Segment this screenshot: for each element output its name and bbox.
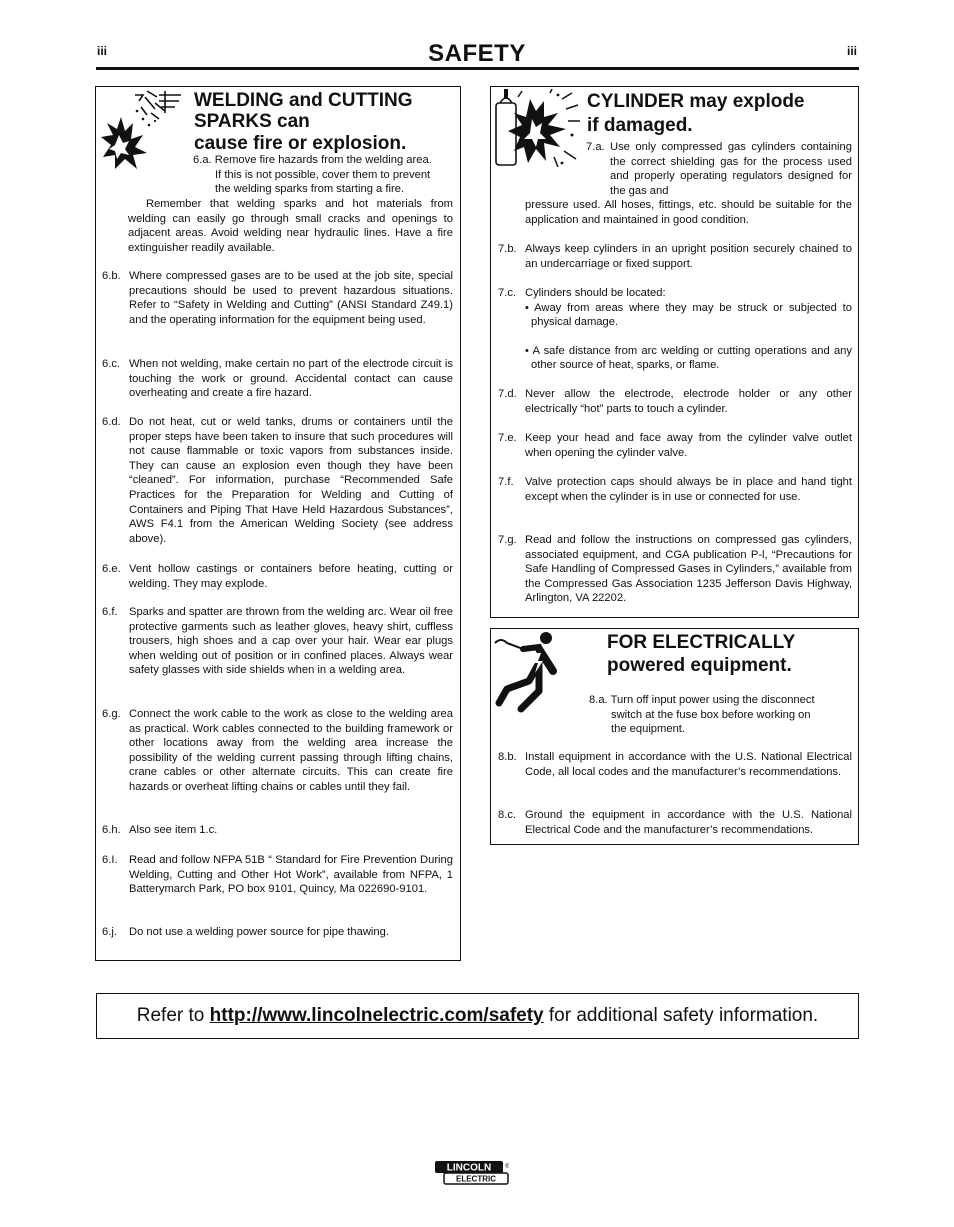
cylinder-heading-line: CYLINDER may explode bbox=[587, 91, 805, 112]
item-label: 7.c. bbox=[498, 287, 517, 299]
item-text: Install equipment in accordance with the U.S. National Electrical Code, all local codes and the manufacturer’s recommendations. bbox=[525, 751, 852, 778]
item-label: 8.c. bbox=[498, 809, 517, 821]
item-text: Ground the equipment in accordance with the U.S. National Electrical Code and the manufacturer’s recommendations. bbox=[525, 809, 852, 836]
list-item bbox=[102, 925, 453, 940]
welding-sparks-section bbox=[95, 86, 461, 961]
item-label: 6.c. bbox=[102, 358, 121, 370]
welding-heading-line: cause fire or explosion. bbox=[194, 132, 407, 154]
list-item bbox=[102, 605, 453, 678]
list-item bbox=[498, 387, 852, 416]
item-label: 7.f. bbox=[498, 476, 514, 488]
list-item bbox=[102, 415, 453, 546]
page-title: SAFETY bbox=[428, 40, 526, 67]
item-text: Read and follow NFPA 51B “ Standard for Fire Prevention During Welding, Cutting and Other Hot Work”, available from NFPA, 1 Batterymarch Park, PO box 9101, Quincy, Ma 022690-9101. bbox=[129, 854, 453, 896]
item-label: 6.b. bbox=[102, 270, 121, 282]
item-text: When not welding, make certain no part of the electrode circuit is touching the work or ground. Accidental contact can cause overheating and create a fire hazard. bbox=[129, 358, 453, 400]
item-text: Do not use a welding power source for pipe thawing. bbox=[129, 926, 389, 938]
electrical-heading bbox=[607, 632, 795, 678]
cylinder-explosion-icon bbox=[492, 89, 580, 167]
list-item bbox=[102, 562, 453, 591]
item-text: Use only compressed gas cylinders containing the correct shielding gas for the process used and properly operating regulators designed for the gas and bbox=[610, 141, 852, 197]
item-label: 8.a. bbox=[589, 694, 608, 706]
list-item bbox=[498, 286, 852, 373]
intro-line: Turn off input power using the disconnect bbox=[610, 694, 815, 706]
welding-heading-line: WELDING and CUTTING bbox=[194, 90, 413, 111]
list-item bbox=[102, 269, 453, 327]
safety-reference-bar bbox=[96, 993, 859, 1039]
cylinder-heading bbox=[587, 90, 805, 138]
item-label: 6.e. bbox=[102, 563, 121, 575]
bullet-item: • A safe distance from arc welding or cutting operations and any other source of heat, sparks, or flame. bbox=[525, 344, 852, 372]
electrical-heading-line: FOR ELECTRICALLY bbox=[607, 632, 796, 653]
intro-line: If this is not possible, cover them to prevent bbox=[215, 168, 431, 181]
title-rule bbox=[96, 67, 859, 70]
item-text: Connect the work cable to the work as close to the welding area as practical. Work cables connected to the building framework or other locations away from the welding area increase the possibility of the welding current passing through lifting chains, crane cables or other alternate circuits. This can create fire hazards or overheat lifting chains or cables until they fail. bbox=[129, 708, 453, 793]
item-label: 6.j. bbox=[102, 926, 117, 938]
item-label: 7.g. bbox=[498, 534, 517, 546]
logo-registered-mark: ® bbox=[505, 1164, 509, 1170]
electric-shock-icon bbox=[493, 631, 563, 715]
item-label: 6.d. bbox=[102, 416, 121, 428]
item-text: Do not heat, cut or weld tanks, drums or containers until the proper steps have been taken to insure that such procedures will not cause flammable or toxic vapors from substances inside. They can cause an explosion even though they have been “cleaned”. For information, purchase “Recommended Safe Practices for the Preparation for Welding and Cutting of Containers and Piping That Have Held Hazardous Substances”, AWS F4.1 from the American Welding Society (see address above). bbox=[129, 416, 453, 545]
cylinder-intro-rest: pressure used. All hoses, fittings, etc. should be suitable for the application and maintained in good condition. bbox=[525, 199, 852, 226]
cylinder-heading-line: if damaged. bbox=[587, 114, 693, 136]
electrical-section bbox=[490, 628, 859, 845]
logo-line1: LINCOLN bbox=[446, 1162, 492, 1174]
item-text: Never allow the electrode, electrode holder or any other electrically “hot” parts to touch a cylinder. bbox=[525, 388, 852, 415]
item-text: Also see item 1.c. bbox=[129, 824, 218, 836]
list-item bbox=[498, 533, 852, 606]
list-item bbox=[102, 823, 453, 838]
item-label: 8.b. bbox=[498, 751, 517, 763]
item-text: Valve protection caps should always be in place and hand tight except when the cylinder is in use or connected for use. bbox=[525, 476, 852, 503]
list-item bbox=[102, 707, 453, 795]
page-number-left: iii bbox=[97, 44, 108, 58]
list-item bbox=[498, 475, 852, 504]
item-text: Read and follow the instructions on compressed gas cylinders, associated equipment, and CGA publication P-l, “Precautions for Safe Handling of Compressed Gases in Cylinders,” available from the Compressed Gas Association 1235 Jefferson Davis Highway, Arlington, VA 22202. bbox=[525, 534, 852, 605]
item-text: Always keep cylinders in an upright position securely chained to an undercarriage or fixed support. bbox=[525, 243, 852, 270]
item-label: 6.a. bbox=[193, 154, 212, 166]
cylinder-intro-7a bbox=[586, 140, 852, 198]
item-text-group bbox=[525, 286, 852, 373]
item-text: Keep your head and face away from the cylinder valve outlet when opening the cylinder valve. bbox=[525, 432, 852, 459]
intro-line: Remove fire hazards from the welding area. bbox=[214, 154, 432, 166]
electrical-intro-8a bbox=[589, 693, 849, 737]
welding-heading bbox=[194, 90, 412, 154]
cylinder-section bbox=[490, 86, 859, 618]
item-text: Cylinders should be located: bbox=[525, 287, 666, 299]
welding-heading-line: SPARKS can bbox=[194, 111, 310, 133]
safety-link[interactable]: http://www.lincolnelectric.com/safety bbox=[209, 1005, 544, 1026]
item-label: 6.g. bbox=[102, 708, 121, 720]
item-text: Sparks and spatter are thrown from the welding arc. Wear oil free protective garments such as leather gloves, heavy shirt, cuffless trousers, high shoes and a cap over your hair. Wear ear plugs when welding out of position or in confined places. Always wear safety glasses with side shields when in a welding area. bbox=[129, 606, 453, 677]
intro-line: the welding sparks from starting a fire. bbox=[215, 183, 405, 196]
lincoln-electric-logo bbox=[434, 1160, 509, 1186]
item-label: 6.f. bbox=[102, 606, 118, 618]
page-number-right: iii bbox=[846, 44, 857, 58]
list-item bbox=[498, 431, 852, 460]
reference-prefix: Refer to bbox=[136, 1005, 210, 1026]
list-item bbox=[498, 242, 852, 271]
intro-line: switch at the fuse box before working on bbox=[611, 708, 811, 721]
item-label: 6.h. bbox=[102, 824, 121, 836]
item-text: Vent hollow castings or containers before heating, cutting or welding. They may explode. bbox=[129, 563, 453, 590]
list-item bbox=[498, 750, 852, 779]
item-text: Where compressed gases are to be used at the job site, special precautions should be used to prevent hazardous situations. Refer to “Safety in Welding and Cutting” (ANSI Standard Z49.1) and the operating information for the equipment being used. bbox=[129, 270, 453, 326]
item-label: 6.I. bbox=[102, 854, 118, 866]
list-item bbox=[102, 853, 453, 897]
welding-intro-6a bbox=[193, 153, 453, 197]
list-item bbox=[498, 808, 852, 837]
logo-line2: ELECTRIC bbox=[456, 1174, 496, 1184]
electrical-heading-line: powered equipment. bbox=[607, 654, 792, 676]
intro-line: the equipment. bbox=[611, 723, 686, 736]
item-label: 7.a. bbox=[586, 141, 605, 153]
bullet-item: • Away from areas where they may be struck or subjected to physical damage. bbox=[525, 301, 852, 329]
reference-suffix: for additional safety information. bbox=[543, 1005, 819, 1026]
explosion-sparks-icon bbox=[99, 89, 189, 171]
item-label: 7.e. bbox=[498, 432, 517, 444]
welding-intro-rest: Remember that welding sparks and hot materials from welding can easily go through small cracks and openings to adjacent areas. Avoid welding near hydraulic lines. Have a fire extinguisher readily available. bbox=[128, 198, 453, 254]
item-label: 7.d. bbox=[498, 388, 517, 400]
list-item bbox=[102, 357, 453, 401]
item-label: 7.b. bbox=[498, 243, 517, 255]
